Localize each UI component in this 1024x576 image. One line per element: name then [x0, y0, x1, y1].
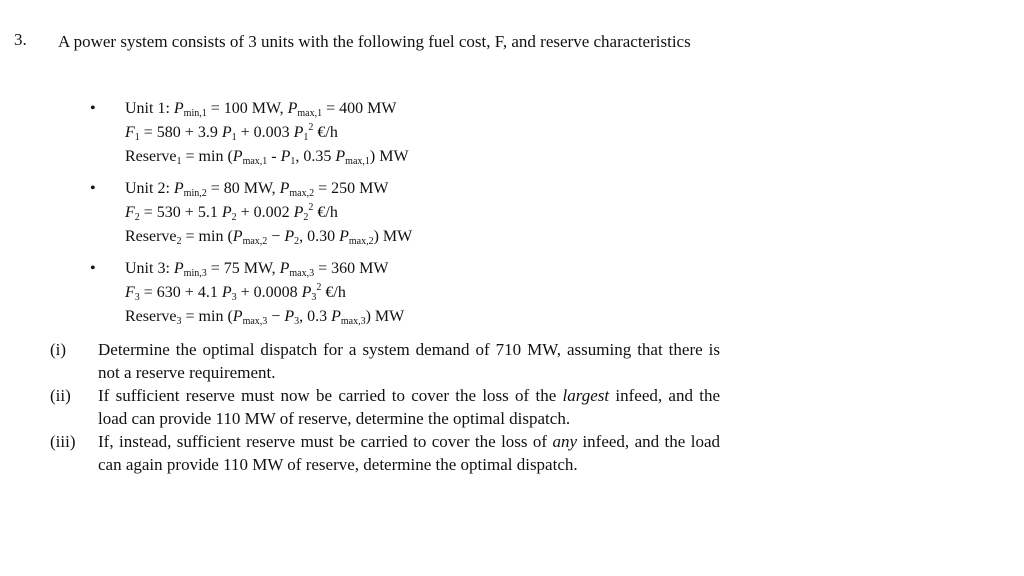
part-text: If, instead, sufficient reserve must be carried to cover the loss of any infeed, and the load can again provide 110 MW of reserve, determine the optimal dispatch.	[98, 432, 720, 474]
unit-limits: Unit 2: $P_{min,2} = 80$ MW, $P_{max,2} = 250$ MW	[125, 180, 389, 199]
question-part	[50, 430, 720, 476]
question-part	[50, 338, 720, 384]
unit-cost-equation: $F_2 = 530 + 5.1$ $P_2 + 0.002$ $P_2^2$ €/h	[125, 202, 338, 223]
emphasis-largest: largest	[562, 386, 610, 405]
emphasis-any: any	[552, 432, 578, 451]
unit-limits: Unit 3: $P_{min,3} = 75$ MW, $P_{max,3} = 360$ MW	[125, 260, 389, 279]
part-label: (ii)	[50, 386, 71, 405]
bullet-icon: •	[90, 180, 96, 197]
unit-item	[90, 257, 412, 329]
bullet-icon: •	[90, 260, 96, 277]
question-number: 3.	[14, 30, 27, 49]
question-intro: A power system consists of 3 units with the following fuel cost, F, and reserve characteristics	[58, 32, 691, 51]
unit-item	[90, 177, 412, 249]
bullet-icon: •	[90, 100, 96, 117]
unit-reserve-equation: Reserve$_3$ = $\min (P_{max,3} - P_3$, 0.3 $P_{max,3}$) MW	[125, 308, 405, 327]
unit-list	[90, 97, 412, 337]
part-text: Determine the optimal dispatch for a system demand of 710 MW, assuming that there is not a reserve requirement.	[98, 340, 720, 382]
unit-reserve-equation: Reserve$_1$ = $\min (P_{max,1} - P_1$, 0.35 $P_{max,1}$) MW	[125, 148, 409, 167]
unit-reserve-equation: Reserve$_2$ = $\min (P_{max,2} - P_2$, 0.30 $P_{max,2}$) MW	[125, 228, 413, 247]
unit-cost-equation: $F_1 = 580 + 3.9$ $P_1 + 0.003$ $P_1^2$ €/h	[125, 122, 338, 143]
unit-limits: Unit 1: $P_{min,1} = 100$ MW, $P_{max,1} = 400$ MW	[125, 100, 397, 119]
unit-cost-equation: $F_3 = 630 + 4.1$ $P_3 + 0.0008$ $P_3^2$ €/h	[125, 282, 346, 303]
unit-item	[90, 97, 412, 169]
part-label: (i)	[50, 340, 67, 359]
part-label: (iii)	[50, 432, 76, 451]
part-text: If sufficient reserve must now be carried to cover the loss of the largest infeed, and the load can provide 110 MW of reserve, determine the optimal dispatch.	[98, 386, 720, 428]
question-part	[50, 384, 720, 430]
question-parts	[50, 338, 720, 476]
